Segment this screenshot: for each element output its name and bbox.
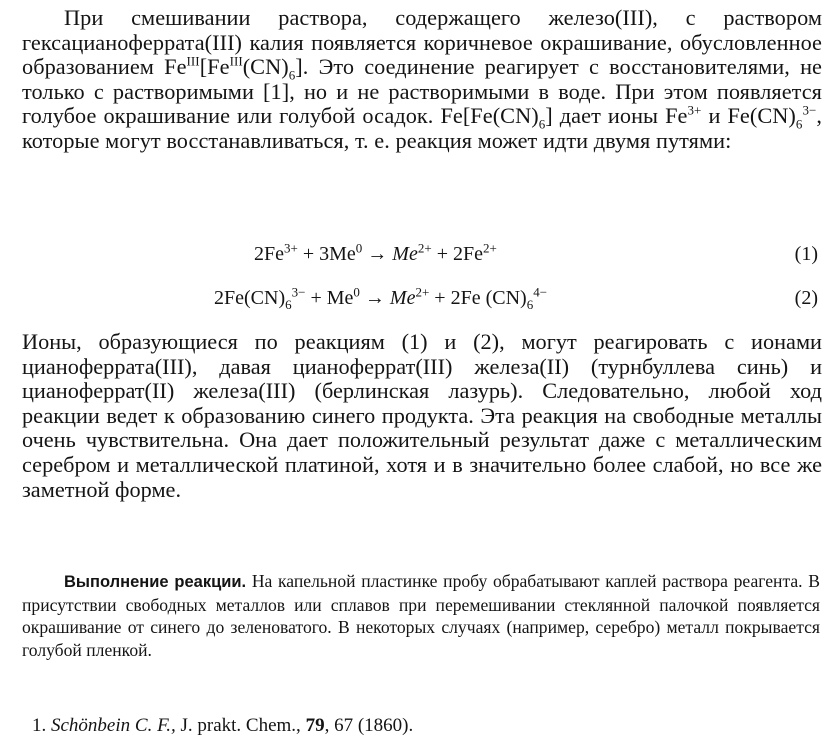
text-segment: , которые могут восстанавливаться, т. е. реакция может идти двумя путями:: [22, 103, 822, 153]
equation-2: [0, 284, 832, 312]
reference-number: 1.: [32, 715, 47, 736]
text-segment: При смешивании раствора, содержащего железо(III), с раствором гексацианоферрата(III) калия появляется коричневое окрашивание, обусловленное образованием: [22, 5, 822, 80]
reference-volume: 79: [305, 715, 325, 736]
paragraph-explanation: Ионы, образующиеся по реакциям (1) и (2), могут реагировать с ионами цианоферрата(III), давая цианоферрат(III) железа(II) (турнбуллева синь) и цианоферрат(II) железа(III) (берлинская лазурь). Следовательно, любой ход реакции ведет к образованию синего продукта. Эта реакция на свободные металлы очень чувствительна. Она дает положительный результат даже с металлическим серебром и металлической платиной, хотя и в значительно более слабой, но все же заметной форме.: [22, 329, 822, 502]
equation-1: [0, 240, 832, 268]
reference-1: [32, 714, 812, 738]
procedure-text: На капельной пластинке пробу обрабатывают каплей раствора реагента. В присутствии свободных металлов или сплавов при перемешивании стеклянной палочкой появляется окрашивание от синего до зеленоватого. В некоторых случаях (например, серебро) металл покрывается голубой пленкой.: [22, 571, 821, 660]
reaction-arrow: →: [359, 287, 390, 309]
text-segment: и: [701, 103, 728, 129]
reaction-arrow: →: [362, 243, 393, 265]
reference-journal: J. prakt. Chem.,: [175, 715, 306, 736]
paragraph-procedure: [22, 570, 820, 661]
formula-iron-ferricyanide: $Fe[Fe(CN)_6]$: [440, 103, 553, 132]
text-segment: дает ионы: [552, 103, 666, 129]
equation-1-body: $2Fe^{3+} + 3Me^0 \to Me^{2+} + 2Fe^{2+}$: [254, 240, 497, 265]
ion-ferricyanide: $Fe(CN)_6^{3-}$: [727, 102, 817, 132]
text-segment: . Это соединение реагирует с восстановителями, не только с растворимыми [1], но и не растворимыми в воде. При этом появляется голубое окрашивание или голубой осадок.: [22, 54, 822, 129]
procedure-heading: Выполнение реакции.: [64, 573, 247, 591]
paragraph-intro: [22, 6, 822, 154]
ion-iron3: $Fe^{3+}$: [665, 102, 702, 129]
equation-1-number: (1): [794, 243, 818, 265]
formula-prussian-brown: $Fe^{III}[Fe^{III}(CN)_6]$: [164, 53, 303, 83]
reference-pages-year: , 67 (1860).: [324, 715, 414, 736]
equation-2-body: $2Fe(CN)_6^{3-} + Me^0 \to Me^{2+} + 2Fe$ $(CN)_6^{4-}$: [214, 284, 548, 312]
equation-2-number: (2): [794, 287, 818, 309]
reference-author: Schönbein C. F.,: [51, 715, 176, 736]
